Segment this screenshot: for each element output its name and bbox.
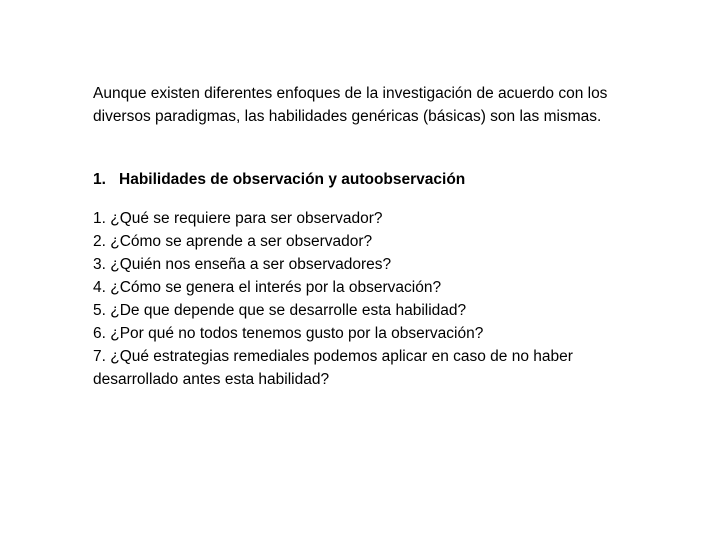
section-heading [93,168,653,191]
section-heading-number: 1. [93,171,106,188]
question-item: 4. ¿Cómo se genera el interés por la observación? [93,279,442,296]
section-heading-text: Habilidades de observación y autoobservación [119,171,466,188]
question-item: 6. ¿Por qué no todos tenemos gusto por la observación? [93,325,484,342]
question-item: 2. ¿Cómo se aprende a ser observador? [93,233,373,250]
question-item: 1. ¿Qué se requiere para ser observador? [93,210,383,227]
question-item: 7. ¿Qué estrategias remediales podemos aplicar en caso de no haber desarrollado antes esta habilidad? [93,348,573,388]
intro-paragraph: Aunque existen diferentes enfoques de la investigación de acuerdo con los diversos paradigmas, las habilidades genéricas (básicas) son las mismas. [93,85,608,125]
question-item: 5. ¿De que depende que se desarrolle esta habilidad? [93,302,467,319]
question-item: 3. ¿Quién nos enseña a ser observadores? [93,256,392,273]
questions-list [93,207,653,391]
